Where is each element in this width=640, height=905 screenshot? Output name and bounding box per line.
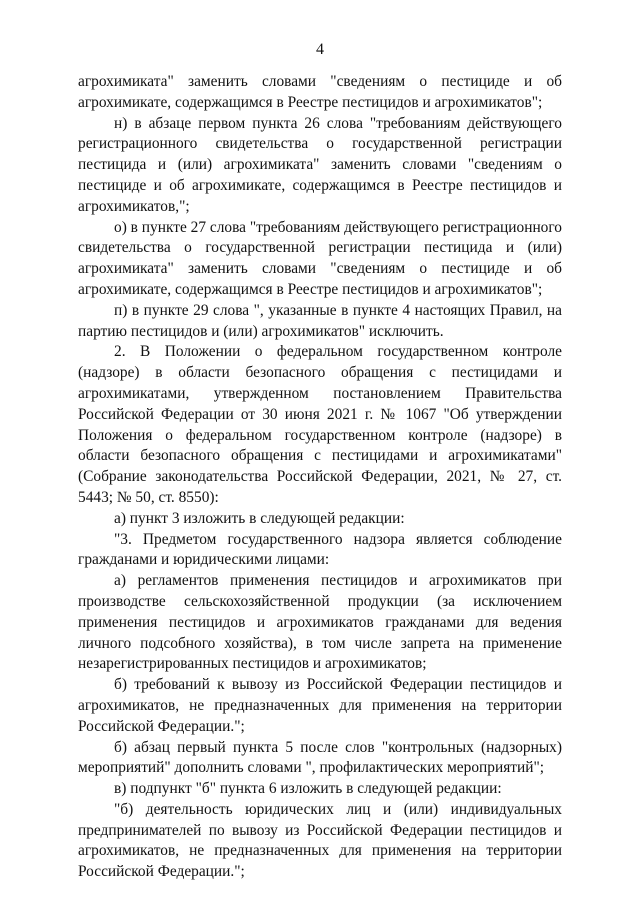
- paragraph-item-o: о) в пункте 27 слова "требованиям действующего регистрационного свидетельства о государственной регистрации пестицида и (или) агрохимиката" заменить словами "сведениям о пестициде и об агрохимикате, содержащимся в Реестре пестицидов и агрохимикатов";: [78, 218, 562, 298]
- paragraph-section-2: 2. В Положении о федеральном государственном контроле (надзоре) в области безопасного обращения с пестицидами и агрохимикатами, утвержденном постановлением Правительства Российской Федерации от 30 июня 2021 г. № 1067 "Об утверждении Положения о федеральном государственном контроле (надзоре) в области безопасного обращения с пестицидами и агрохимикатами" (Собрание законодательства Российской Федерации, 2021, № 27, ст. 5443; № 50, ст. 8550):: [78, 343, 562, 506]
- paragraph-item-p: п) в пункте 29 слова ", указанные в пункте 4 настоящих Правил, на партию пестицидов и (или) агрохимикатов" исключить.: [78, 301, 562, 340]
- paragraph-subitem-b: б) требований к вывозу из Российской Федерации пестицидов и агрохимикатов, не предназначенных для применения на территории Российской Федерации.";: [78, 676, 562, 735]
- paragraph-continuation: агрохимиката" заменить словами "сведениям о пестициде и об агрохимикате, содержащимся в Реестре пестицидов и агрохимикатов";: [78, 73, 562, 111]
- paragraph-point-3: "3. Предметом государственного надзора является соблюдение гражданами и юридическими лицами:: [78, 530, 562, 569]
- document-body: [78, 72, 562, 883]
- paragraph-item-v: в) подпункт "б" пункта 6 изложить в следующей редакции:: [114, 780, 502, 798]
- paragraph-subitem-b-new: "б) деятельность юридических лиц и (или) индивидуальных предпринимателей по вывозу из Российской Федерации пестицидов и агрохимикатов, не предназначенных для применения на территории Российской Федерации.";: [78, 800, 562, 881]
- page-number: 4: [316, 41, 324, 58]
- paragraph-item-b: б) абзац первый пункта 5 после слов "контрольных (надзорных) мероприятий" дополнить словами ", профилактических мероприятий";: [78, 738, 562, 777]
- paragraph-subitem-a: а) регламентов применения пестицидов и агрохимикатов при производстве сельскохозяйственной продукции (за исключением применения пестицидов и агрохимикатов гражданами для ведения личного подсобного хозяйства), в том числе запрета на применение незарегистрированных пестицидов и агрохимикатов;: [78, 572, 562, 673]
- paragraph-item-a: а) пункт 3 изложить в следующей редакции:: [114, 509, 405, 527]
- paragraph-item-n: н) в абзаце первом пункта 26 слова "требованиям действующего регистрационного свидетельства о государственной регистрации пестицида и (или) агрохимиката" заменить словами "сведениям о пестициде и об агрохимикате, содержащимся в Реестре пестицидов и агрохимикатов,";: [78, 114, 562, 215]
